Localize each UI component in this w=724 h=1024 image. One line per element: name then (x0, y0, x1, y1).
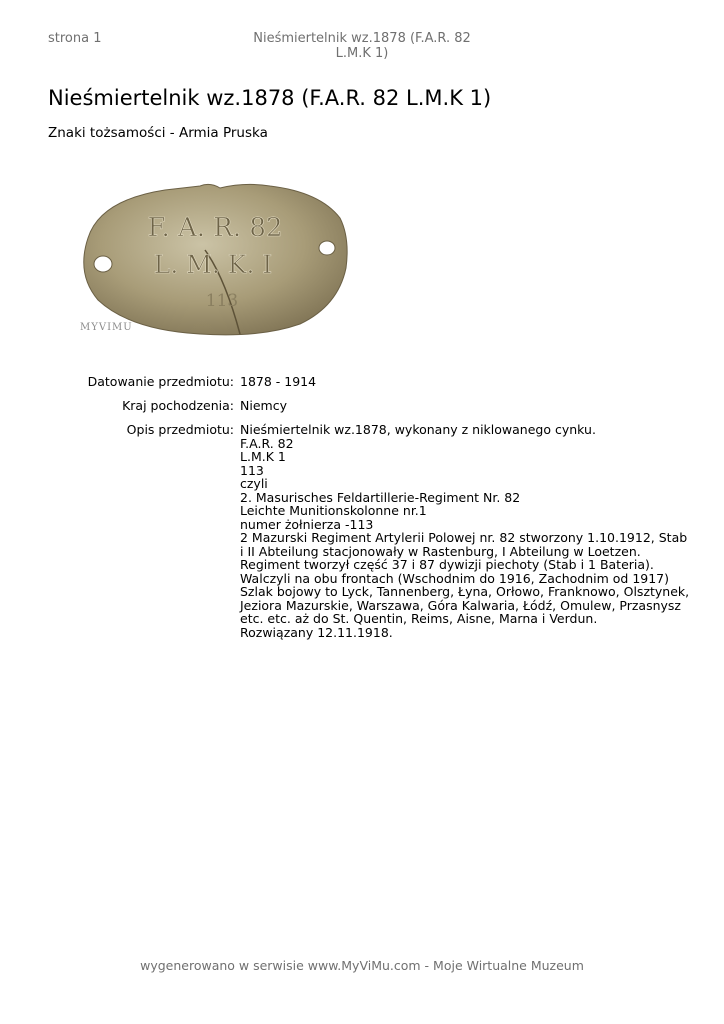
item-details (0, 375, 724, 639)
dog-tag-photo (70, 178, 356, 344)
running-header-line-2: L.M.K 1) (335, 46, 389, 61)
footer-credit: wygenerowano w serwisie www.MyViMu.com - Moje Wirtualne Muzeum (140, 958, 584, 973)
dating-label: Datowanie przedmiotu: (87, 374, 234, 389)
description-line: i II Abteilung stacjonowały w Rastenburg, I Abteilung w Loetzen. (240, 543, 641, 559)
watermark-logo: MYVIMU (80, 322, 133, 333)
country-row (0, 399, 724, 423)
description-row (0, 423, 724, 639)
running-header-title (232, 31, 492, 61)
plate-text-line-1: F. A. R. 82 (147, 213, 283, 243)
description-line: czyli (240, 476, 268, 491)
description-line: Walczyli na obu frontach (Wschodnim do 1916, Zachodnim od 1917) (240, 570, 670, 586)
description-line: etc. etc. aż do St. Quentin, Reims, Aisne, Marna i Verdun. (240, 611, 598, 626)
plate-text-line-2: L. M. K. I (153, 250, 273, 279)
description-label: Opis przedmiotu: (126, 422, 234, 437)
category-subtitle: Znaki tożsamości - Armia Pruska (48, 125, 268, 141)
page-title: Nieśmiertelnik wz.1878 (F.A.R. 82 L.M.K 1) (48, 86, 492, 110)
description-line: numer żołnierza -113 (240, 516, 374, 532)
description-line: 2 Mazurski Regiment Artylerii Polowej nr. 82 stworzony 1.10.1912, Stab (240, 530, 688, 545)
right-hole (319, 241, 335, 255)
country-label: Kraj pochodzenia: (122, 398, 234, 413)
page-number: strona 1 (48, 31, 102, 46)
country-value: Niemcy (240, 398, 287, 413)
description-line: Regiment tworzył część 37 i 87 dywizji piechoty (Stab i 1 Bateria). (240, 557, 654, 572)
description-line: F.A.R. 82 (240, 435, 294, 451)
dating-value: 1878 - 1914 (240, 374, 317, 389)
running-header-line-1: Nieśmiertelnik wz.1878 (F.A.R. 82 (253, 31, 471, 46)
description-text (240, 422, 690, 640)
description-line: L.M.K 1 (240, 449, 286, 464)
dating-row (0, 375, 724, 399)
plate-text-line-3: 113 (205, 291, 239, 311)
left-hole (94, 256, 112, 272)
description-line: Rozwiązany 12.11.1918. (240, 624, 393, 640)
description-line: Szlak bojowy to Lyck, Tannenberg, Łyna, Orłowo, Franknowo, Olsztynek, (240, 584, 690, 599)
description-line: Nieśmiertelnik wz.1878, wykonany z niklowanego cynku. (240, 422, 596, 437)
description-line: 113 (240, 462, 264, 478)
description-line: Jeziora Mazurskie, Warszawa, Góra Kalwaria, Łódź, Omulew, Przasnysz (240, 597, 681, 613)
description-line: Leichte Munitionskolonne nr.1 (240, 503, 427, 518)
description-line: 2. Masurisches Feldartillerie-Regiment Nr. 82 (240, 489, 521, 505)
